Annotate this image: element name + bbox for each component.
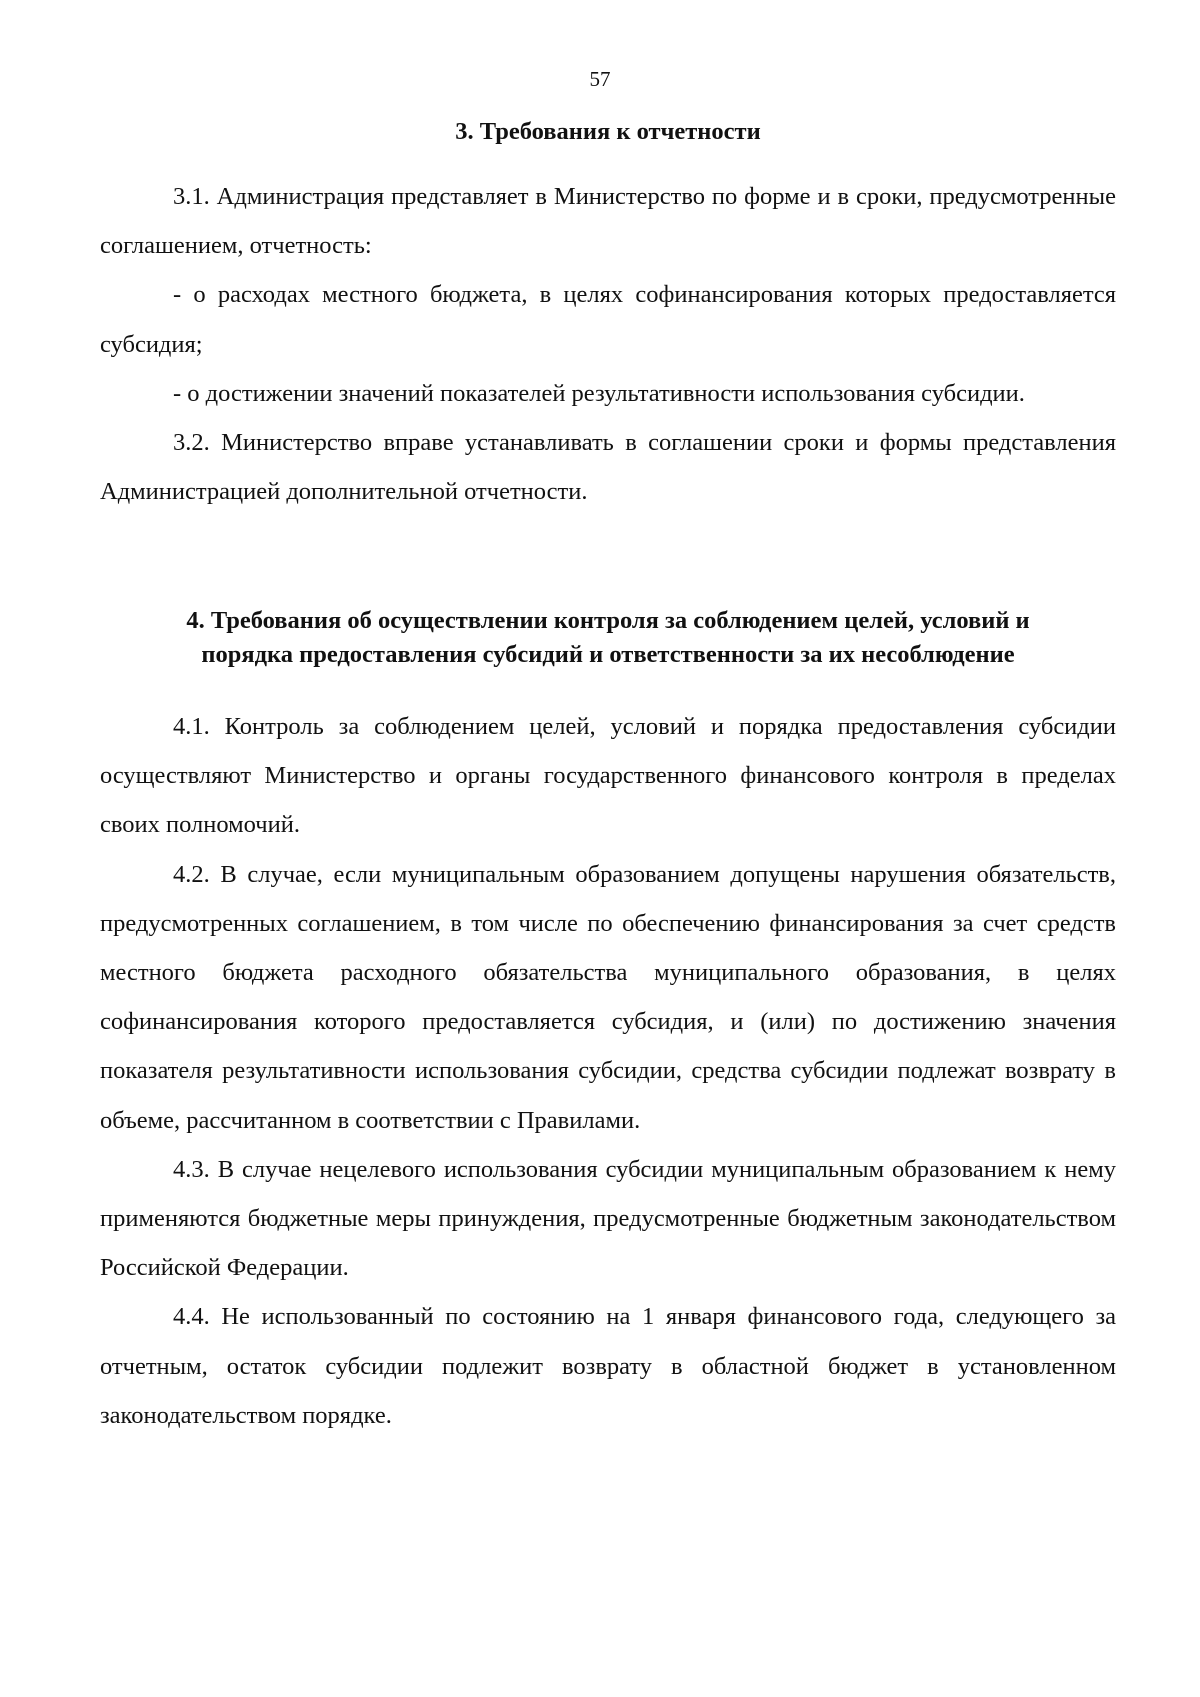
list-item-indicators: - о достижении значений показателей результативности использования субсидии. (173, 379, 1025, 407)
section-4-title-line-2: порядка предоставления субсидий и ответственности за их несоблюдение (201, 641, 1015, 668)
section-4-title-line-1: 4. Требования об осуществлении контроля за соблюдением целей, условий и (186, 607, 1030, 634)
paragraph-3-2: 3.2. Министерство вправе устанавливать в соглашении сроки и формы представления Администрацией дополнительной отчетности. (100, 429, 1116, 506)
section-4-heading-block (100, 604, 1116, 672)
paragraph-3-1: 3.1. Администрация представляет в Министерство по форме и в сроки, предусмотренные соглашением, отчетность: (100, 183, 1116, 260)
section-3-heading-block (100, 115, 1116, 149)
section-3-title: 3. Требования к отчетности (455, 118, 761, 145)
section-3-body (100, 172, 1116, 516)
paragraph-4-2: 4.2. В случае, если муниципальным образованием допущены нарушения обязательств, предусмотренных соглашением, в том числе по обеспечению финансирования за счет средств местного бюджета расходного обязательства муниципального образования, в целях софинансирования которого предоставляется субсидия, и (или) по достижению значения показателя результативности использования субсидии, средства субсидии подлежат возврату в объеме, рассчитанном в соответствии с Правилами. (100, 860, 1116, 1134)
section-4-title (100, 604, 1116, 672)
paragraph-4-1: 4.1. Контроль за соблюдением целей, условий и порядка предоставления субсидии осуществляют Министерство и органы государственного финансового контроля в пределах своих полномочий. (100, 713, 1116, 839)
paragraph-4-3: 4.3. В случае нецелевого использования субсидии муниципальным образованием к нему применяются бюджетные меры принуждения, предусмотренные бюджетным законодательством Российской Федерации. (100, 1155, 1116, 1282)
page-number: 57 (589, 67, 611, 91)
paragraph-4-4: 4.4. Не использованный по состоянию на 1 января финансового года, следующего за отчетным, остаток субсидии подлежит возврату в областной бюджет в установленном законодательством порядке. (100, 1303, 1116, 1429)
section-4-body (100, 702, 1116, 1440)
list-item-expenses: - о расходах местного бюджета, в целях софинансирования которых предоставляется субсидия; (100, 281, 1116, 358)
